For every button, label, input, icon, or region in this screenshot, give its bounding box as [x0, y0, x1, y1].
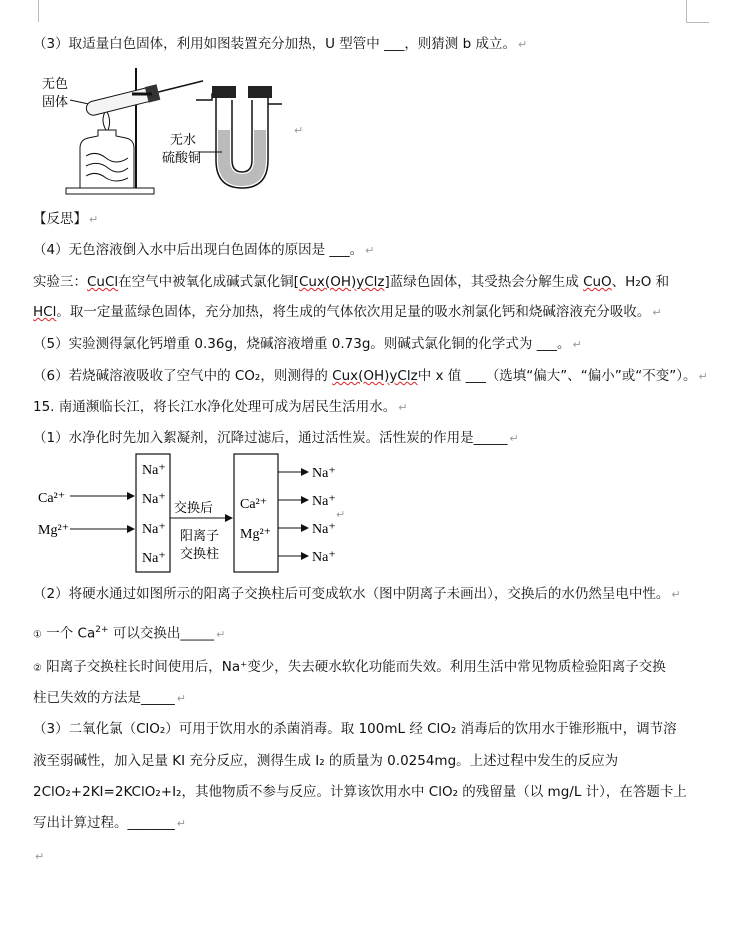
exp3-line2: HCl。取一定量蓝绿色固体，充分加热，将生成的气体依次用足量的吸水剂氯化钙和烧碱溶液充分吸收。 ↵: [33, 304, 662, 320]
q5-line: （5）实验测得氯化钙增重 0.36g，烧碱溶液增重 0.73g。则碱式氯化铜的化学式为 ___。 ↵: [33, 336, 582, 352]
exp3-line1: 实验三：CuCl在空气中被氧化成碱式氯化铜[Cux(OH)yClz]蓝绿色固体，其受热会分解生成 CuO、H₂O 和: [33, 274, 670, 290]
captured-ca: Ca²⁺: [240, 497, 268, 512]
final-para-mark: ↵: [35, 850, 45, 863]
column-na-2: Na⁺: [142, 492, 166, 507]
right-na-1: Na⁺: [312, 466, 336, 481]
para-mark: ↵: [336, 508, 346, 521]
q15-3-line2: 液至弱碱性，加入足量 KI 充分反应，测得生成 I₂ 的质量为 0.0254mg。上述过程中发生的反应为: [33, 753, 619, 769]
q6-line: （6）若烧碱溶液吸收了空气中的 CO₂，则测得的 Cux(OH)yClz中 x 值 ___（选填“偏大”、“偏小”或“不变”）。 ↵: [33, 368, 708, 384]
column-na-1: Na⁺: [142, 463, 166, 478]
q15-2-line: （2）将硬水通过如图所示的阳离子交换柱后可变成软水（图中阴离子未画出），交换后的水仍然呈电中性。 ↵: [33, 586, 681, 602]
q15-3-line4: 写出计算过程。_______ ↵: [33, 815, 186, 831]
para-mark: ↵: [294, 124, 304, 137]
q15-3-line3: 2ClO₂+2KI=2KClO₂+I₂，其他物质不参与反应。计算该饮用水中 ClO₂ 的残留量（以 mg/L 计），在答题卡上: [33, 784, 687, 800]
label-cuso4-1: 无水: [170, 133, 197, 148]
sub2-line1: ② 阳离子交换柱长时间使用后，Na⁺变少，失去硬水软化功能而失效。利用生活中常见物质检验阳离子交换: [33, 659, 666, 675]
ion-exchange-diagram: [30, 452, 350, 576]
column-label-1: 阳离子: [180, 529, 220, 544]
left-ion-ca: Ca²⁺: [38, 491, 66, 506]
captured-mg: Mg²⁺: [240, 527, 272, 542]
sub1-line: ① 一个 $Ca^{2+}$ 可以交换出_____ ↵: [33, 625, 226, 642]
q15-1-line: （1）水净化时先加入絮凝剂，沉降过滤后，通过活性炭。活性炭的作用是_____ ↵: [33, 430, 519, 446]
heating-apparatus-figure: [36, 60, 296, 200]
q3-line: （3）取适量白色固体，利用如图装置充分加热，U 型管中 ___，则猜测 b 成立。 ↵: [33, 36, 528, 52]
q15-3-line1: （3）二氧化氯（ClO₂）可用于饮用水的杀菌消毒。取 100mL 经 ClO₂ 消毒后的饮用水于锥形瓶中，调节溶: [33, 721, 677, 737]
column-na-3: Na⁺: [142, 522, 166, 537]
label-cuso4-2: 硫酸铜: [162, 151, 202, 166]
sub2-line2: 柱已失效的方法是_____ ↵: [33, 690, 186, 706]
label-solid-2: 固体: [42, 95, 69, 110]
column-na-4: Na⁺: [142, 551, 166, 566]
after-label: 交换后: [174, 501, 214, 516]
left-ion-mg: Mg²⁺: [38, 523, 70, 538]
reflection-heading: 【反思】 ↵: [33, 211, 99, 227]
right-na-2: Na⁺: [312, 494, 336, 509]
q4-line: （4）无色溶液倒入水中后出现白色固体的原因是 ___。 ↵: [33, 242, 375, 258]
column-label-2: 交换柱: [180, 547, 220, 562]
right-na-4: Na⁺: [312, 550, 336, 565]
page-corner-top-left: [38, 0, 39, 22]
label-solid-1: 无色: [42, 77, 69, 92]
q15-line: 15. 南通濒临长江，将长江水净化处理可成为居民生活用水。 ↵: [33, 399, 408, 415]
page-corner-top-right: [686, 0, 709, 23]
right-na-3: Na⁺: [312, 522, 336, 537]
